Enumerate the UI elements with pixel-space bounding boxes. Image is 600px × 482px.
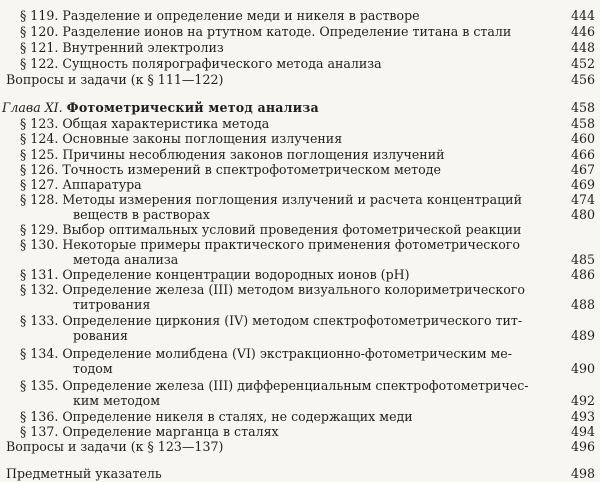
toc-entry-page: 490 — [570, 361, 595, 376]
toc-entry-text: рования — [73, 328, 128, 343]
toc-entry-page: 467 — [570, 162, 595, 177]
toc-entry-text: § 127. Аппаратура — [20, 177, 142, 192]
toc-entry-text: § 136. Определение никеля в сталях, не содержащих меди — [20, 409, 413, 424]
toc-entry-text: § 132. Определение железа (III) методом визуального колориметрического — [20, 282, 525, 297]
toc-entry-text: § 126. Точность измерений в спектрофотометрическом методе — [20, 162, 441, 177]
toc-entry-page: 460 — [570, 131, 595, 146]
toc-entry-page: 496 — [570, 439, 595, 454]
toc-entry-text: § 129. Выбор оптимальных условий проведения фотометрической реакции — [20, 222, 522, 237]
toc-entry-text: ким методом — [73, 393, 160, 408]
toc-entry-page: 446 — [570, 24, 595, 39]
toc-entry-page: 444 — [570, 8, 595, 23]
toc-entry-text: Вопросы и задачи (к § 123—137) — [6, 439, 224, 454]
toc-entry-text: § 131. Определение концентрации водородных ионов (pH) — [20, 267, 410, 282]
toc-entry-text: метода анализа — [73, 252, 179, 267]
toc-entry-text: § 121. Внутренний электролиз — [20, 40, 224, 55]
toc-entry-page: 489 — [570, 328, 595, 343]
toc-entry-page: 485 — [570, 252, 595, 267]
toc-entry-text: Предметный указатель — [6, 466, 162, 481]
toc-entry-text: § 124. Основные законы поглощения излучения — [20, 131, 343, 146]
toc-entry-text: § 122. Сущность полярографического метода анализа — [20, 56, 382, 71]
toc-entry-page: 458 — [570, 116, 595, 131]
toc-entry-page: 466 — [570, 147, 595, 162]
toc-entry-text: § 125. Причины несоблюдения законов поглощения излучений — [20, 147, 445, 162]
toc-entry-page: 469 — [570, 177, 595, 192]
toc-entry-page: 492 — [570, 393, 595, 408]
toc-entry-text: вещеcтв в растворах — [73, 207, 210, 222]
toc-entry-page: 474 — [570, 192, 595, 207]
toc-entry-page: 480 — [570, 207, 595, 222]
chapter-number: Глава XI. — [2, 100, 63, 115]
chapter-heading-text — [2, 100, 319, 115]
toc-entry-page: 493 — [570, 409, 595, 424]
toc-entry-page: 488 — [570, 297, 595, 312]
toc-entry-text: § 135. Определение железа (III) дифференциальным спектрофотометричес- — [20, 378, 529, 393]
toc-entry-text: § 128. Методы измерения поглощения излучений и расчета концентраций — [20, 192, 522, 207]
toc-entry-text: титрования — [73, 297, 151, 312]
toc-entry-page: 486 — [570, 267, 595, 282]
toc-entry-text: § 137. Определение марганца в сталях — [20, 424, 279, 439]
toc-entry-text: § 134. Определение молибдена (VI) экстракционно-фотометрическим ме- — [20, 346, 512, 361]
toc-entry-text: Вопросы и задачи (к § 111—122) — [6, 72, 224, 87]
chapter-title: Фотометрический метод анализа — [66, 100, 319, 115]
toc-entry-page: 448 — [570, 40, 595, 55]
toc-entry-text: § 123. Общая характеристика метода — [20, 116, 270, 131]
toc-entry-page: 452 — [570, 56, 595, 71]
toc-entry-text: § 130. Некоторые примеры практического применения фотометрического — [20, 237, 520, 252]
toc-entry-page: 494 — [570, 424, 595, 439]
toc-entry-text: § 133. Определение циркония (IV) методом спектрофотометрического тит- — [20, 313, 523, 328]
toc-entry-page: 498 — [570, 466, 595, 481]
toc-entry-page: 458 — [570, 100, 595, 115]
toc-entry-text: § 120. Разделение ионов на ртутном катоде. Определение титана в стали — [20, 24, 512, 39]
toc-entry-text: тодом — [73, 361, 113, 376]
toc-entry-text: § 119. Разделение и определение меди и никеля в растворе — [20, 8, 420, 23]
toc-entry-page: 456 — [570, 72, 595, 87]
